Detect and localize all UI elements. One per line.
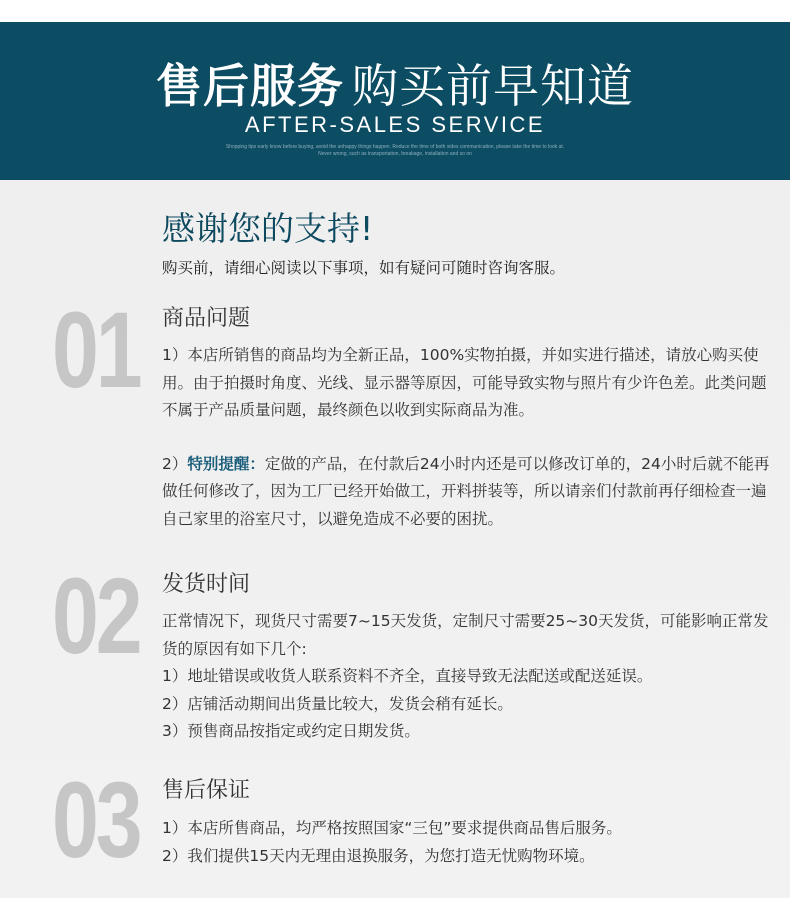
banner-title-bold: 售后服务 xyxy=(156,59,344,113)
shipping-item-3: 3）预售商品按指定或约定日期发货。 xyxy=(162,722,420,740)
section-number-02: 02 xyxy=(52,555,140,676)
warranty-item-2: 2）我们提供15天内无理由退换服务，为您打造无忧购物环境。 xyxy=(162,846,595,865)
section-number-03: 03 xyxy=(52,759,140,880)
section-title-shipping: 发货时间 xyxy=(162,572,251,597)
banner-title xyxy=(0,58,790,114)
banner-fine-print-line-2: Never wrong, such as transportation, breakage, installation and so on xyxy=(318,151,472,157)
section-body-shipping xyxy=(162,608,772,746)
shipping-item-2: 2）店铺活动期间出货量比较大，发货会稍有延长。 xyxy=(162,694,513,713)
product-item-2-text: 定做的产品，在付款后24小时内还是可以修改订单的，24小时后就不能再做任何修改了，因为工厂已经开始做工，开料拼装等，所以请亲们付款前再仔细检查一遍自己家里的浴室尺寸，以避免造成不必要的困扰。 xyxy=(162,454,770,528)
product-item-2-prefix: 2） xyxy=(162,454,188,473)
warranty-item-1: 1）本店所售商品，均严格按照国家“三包”要求提供商品售后服务。 xyxy=(162,819,622,837)
shipping-item-1: 1）地址错误或收货人联系资料不齐全，直接导致无法配送或配送延误。 xyxy=(162,667,653,685)
banner-fine-print xyxy=(0,144,790,158)
product-item-2 xyxy=(162,451,772,534)
special-reminder-label: 特别提醒： xyxy=(187,454,265,473)
section-title-warranty: 售后保证 xyxy=(162,778,251,803)
product-item-1: 1）本店所销售的商品均为全新正品，100%实物拍摄，并如实进行描述，请放心购买使用。由于拍摄时角度、光线、显示器等原因，可能导致实物与照片有少许色差。此类问题不属于产品质量问题，最终颜色以收到实际商品为准。 xyxy=(162,346,767,419)
intro-text: 购买前，请细心阅读以下事项，如有疑问可随时咨询客服。 xyxy=(162,259,566,277)
banner-title-light: 购买前早知道 xyxy=(352,59,634,113)
banner-subtitle: AFTER-SALES SERVICE xyxy=(244,112,546,137)
section-body-product xyxy=(162,342,772,533)
section-title-product: 商品问题 xyxy=(162,306,251,331)
shipping-intro: 正常情况下，现货尺寸需要7~15天发货，定制尺寸需要25~30天发货，可能影响正常发货的原因有如下几个: xyxy=(162,612,769,658)
section-number-01: 01 xyxy=(52,289,140,410)
section-body-warranty xyxy=(162,815,772,870)
banner-fine-print-line-1: Shopping tips early know before buying, avoid the unhappy things happen. Reduce the time of both sides communication, please take the time to look at. xyxy=(225,144,565,150)
thanks-heading: 感谢您的支持! xyxy=(162,209,374,248)
banner xyxy=(0,22,790,180)
